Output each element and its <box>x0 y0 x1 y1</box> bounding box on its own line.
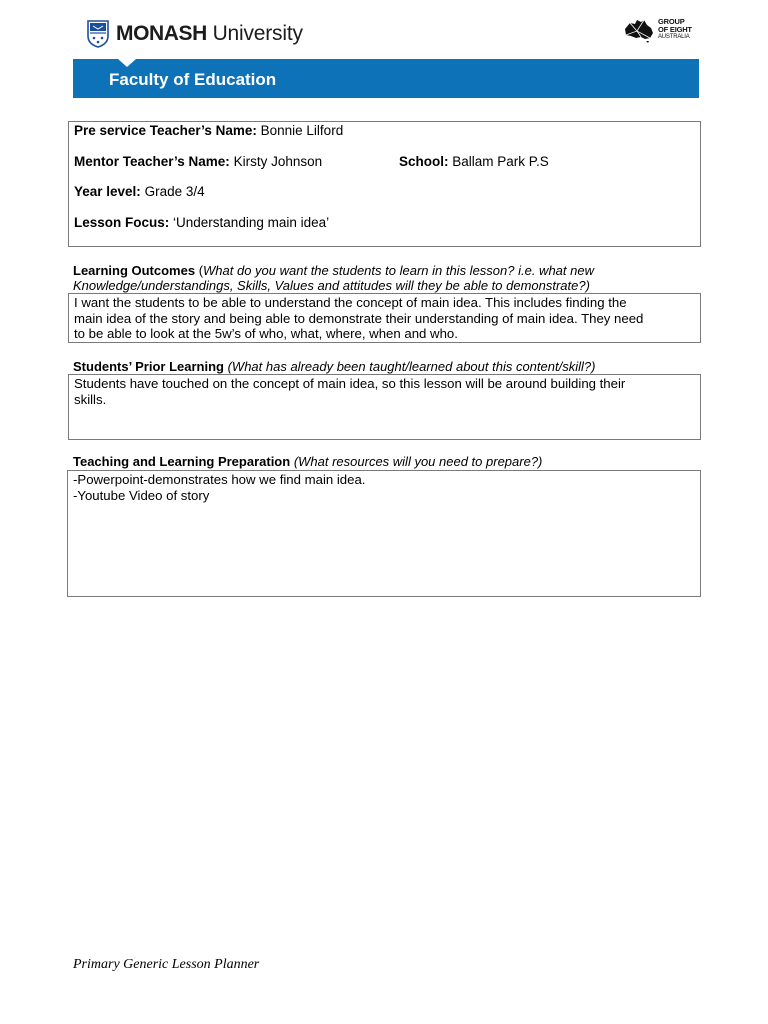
teacher-name-label: Pre service Teacher’s Name: <box>74 123 257 138</box>
school-row <box>399 154 549 170</box>
prior-learning-title: Students’ Prior Learning <box>73 359 224 374</box>
school-label: School: <box>399 154 449 169</box>
prior-learning-box[interactable] <box>68 374 701 440</box>
learning-outcomes-line: main idea of the story and being able to demonstrate their understanding of main idea. They need <box>74 310 644 326</box>
learning-outcomes-box[interactable] <box>68 293 701 343</box>
teacher-name-value: Bonnie Lilford <box>260 123 344 138</box>
prior-learning-heading <box>73 359 595 374</box>
group-of-eight-text <box>658 18 692 42</box>
preparation-line: -Youtube Video of story <box>73 487 210 503</box>
monash-crest-icon <box>87 20 109 48</box>
document-footer: Primary Generic Lesson Planner <box>73 957 260 972</box>
preparation-text <box>68 471 700 504</box>
go8-line2: OF EIGHT <box>658 24 692 34</box>
learning-outcomes-line: I want the students to be able to understand the concept of main idea. This includes finding the <box>74 295 627 310</box>
banner-notch <box>118 59 136 67</box>
preparation-box[interactable] <box>67 470 701 597</box>
preparation-heading <box>73 454 542 469</box>
learning-outcomes-title: Learning Outcomes <box>73 263 196 278</box>
prior-learning-text <box>69 375 700 408</box>
mentor-name-value: Kirsty Johnson <box>233 154 323 169</box>
learning-outcomes-heading: Learning Outcomes (What do you want the students to learn in this lesson? i.e. what new <box>73 263 594 278</box>
prior-learning-line: skills. <box>74 391 107 407</box>
monash-logo <box>87 20 303 48</box>
faculty-title: Faculty of Education <box>109 70 277 89</box>
prior-learning-prompt: (What has already been taught/learned about this content/skill?) <box>227 359 596 374</box>
preparation-title: Teaching and Learning Preparation <box>73 454 291 469</box>
australia-map-icon <box>622 17 656 43</box>
learning-outcomes-heading-cont <box>73 278 590 293</box>
lesson-focus-row <box>74 215 329 231</box>
university-name <box>116 20 303 48</box>
school-value: Ballam Park P.S <box>452 154 549 169</box>
university-brand: MONASH <box>116 22 207 45</box>
year-level-value: Grade 3/4 <box>144 184 205 199</box>
mentor-name-label: Mentor Teacher’s Name: <box>74 154 230 169</box>
lesson-focus-label: Lesson Focus: <box>74 215 170 230</box>
faculty-banner <box>73 59 699 98</box>
learning-outcomes-prompt-1: What do you want the students to learn in this lesson? i.e. what new <box>203 263 594 278</box>
learning-outcomes-line: to be able to look at the 5w’s of who, what, where, when and who. <box>74 326 458 341</box>
prior-learning-line: Students have touched on the concept of main idea, so this lesson will be around building their <box>74 376 626 391</box>
go8-line3: AUSTRALIA <box>658 34 690 41</box>
learning-outcomes-prompt-2: Knowledge/understandings, Skills, Values and attitudes will they be able to demonstrate?) <box>73 278 590 293</box>
details-box <box>68 121 701 247</box>
lesson-focus-value: ‘Understanding main idea’ <box>173 215 330 230</box>
university-word: University <box>212 22 303 45</box>
year-level-label: Year level: <box>74 184 141 199</box>
group-of-eight-logo <box>622 17 692 43</box>
teacher-name-row <box>74 123 343 139</box>
preparation-prompt: (What resources will you need to prepare?) <box>293 454 543 469</box>
year-level-row <box>74 184 205 200</box>
go8-line1: GROUP <box>658 17 685 27</box>
mentor-name-row <box>74 154 322 170</box>
preparation-line: -Powerpoint-demonstrates how we find main idea. <box>73 472 366 487</box>
learning-outcomes-text <box>69 294 700 343</box>
